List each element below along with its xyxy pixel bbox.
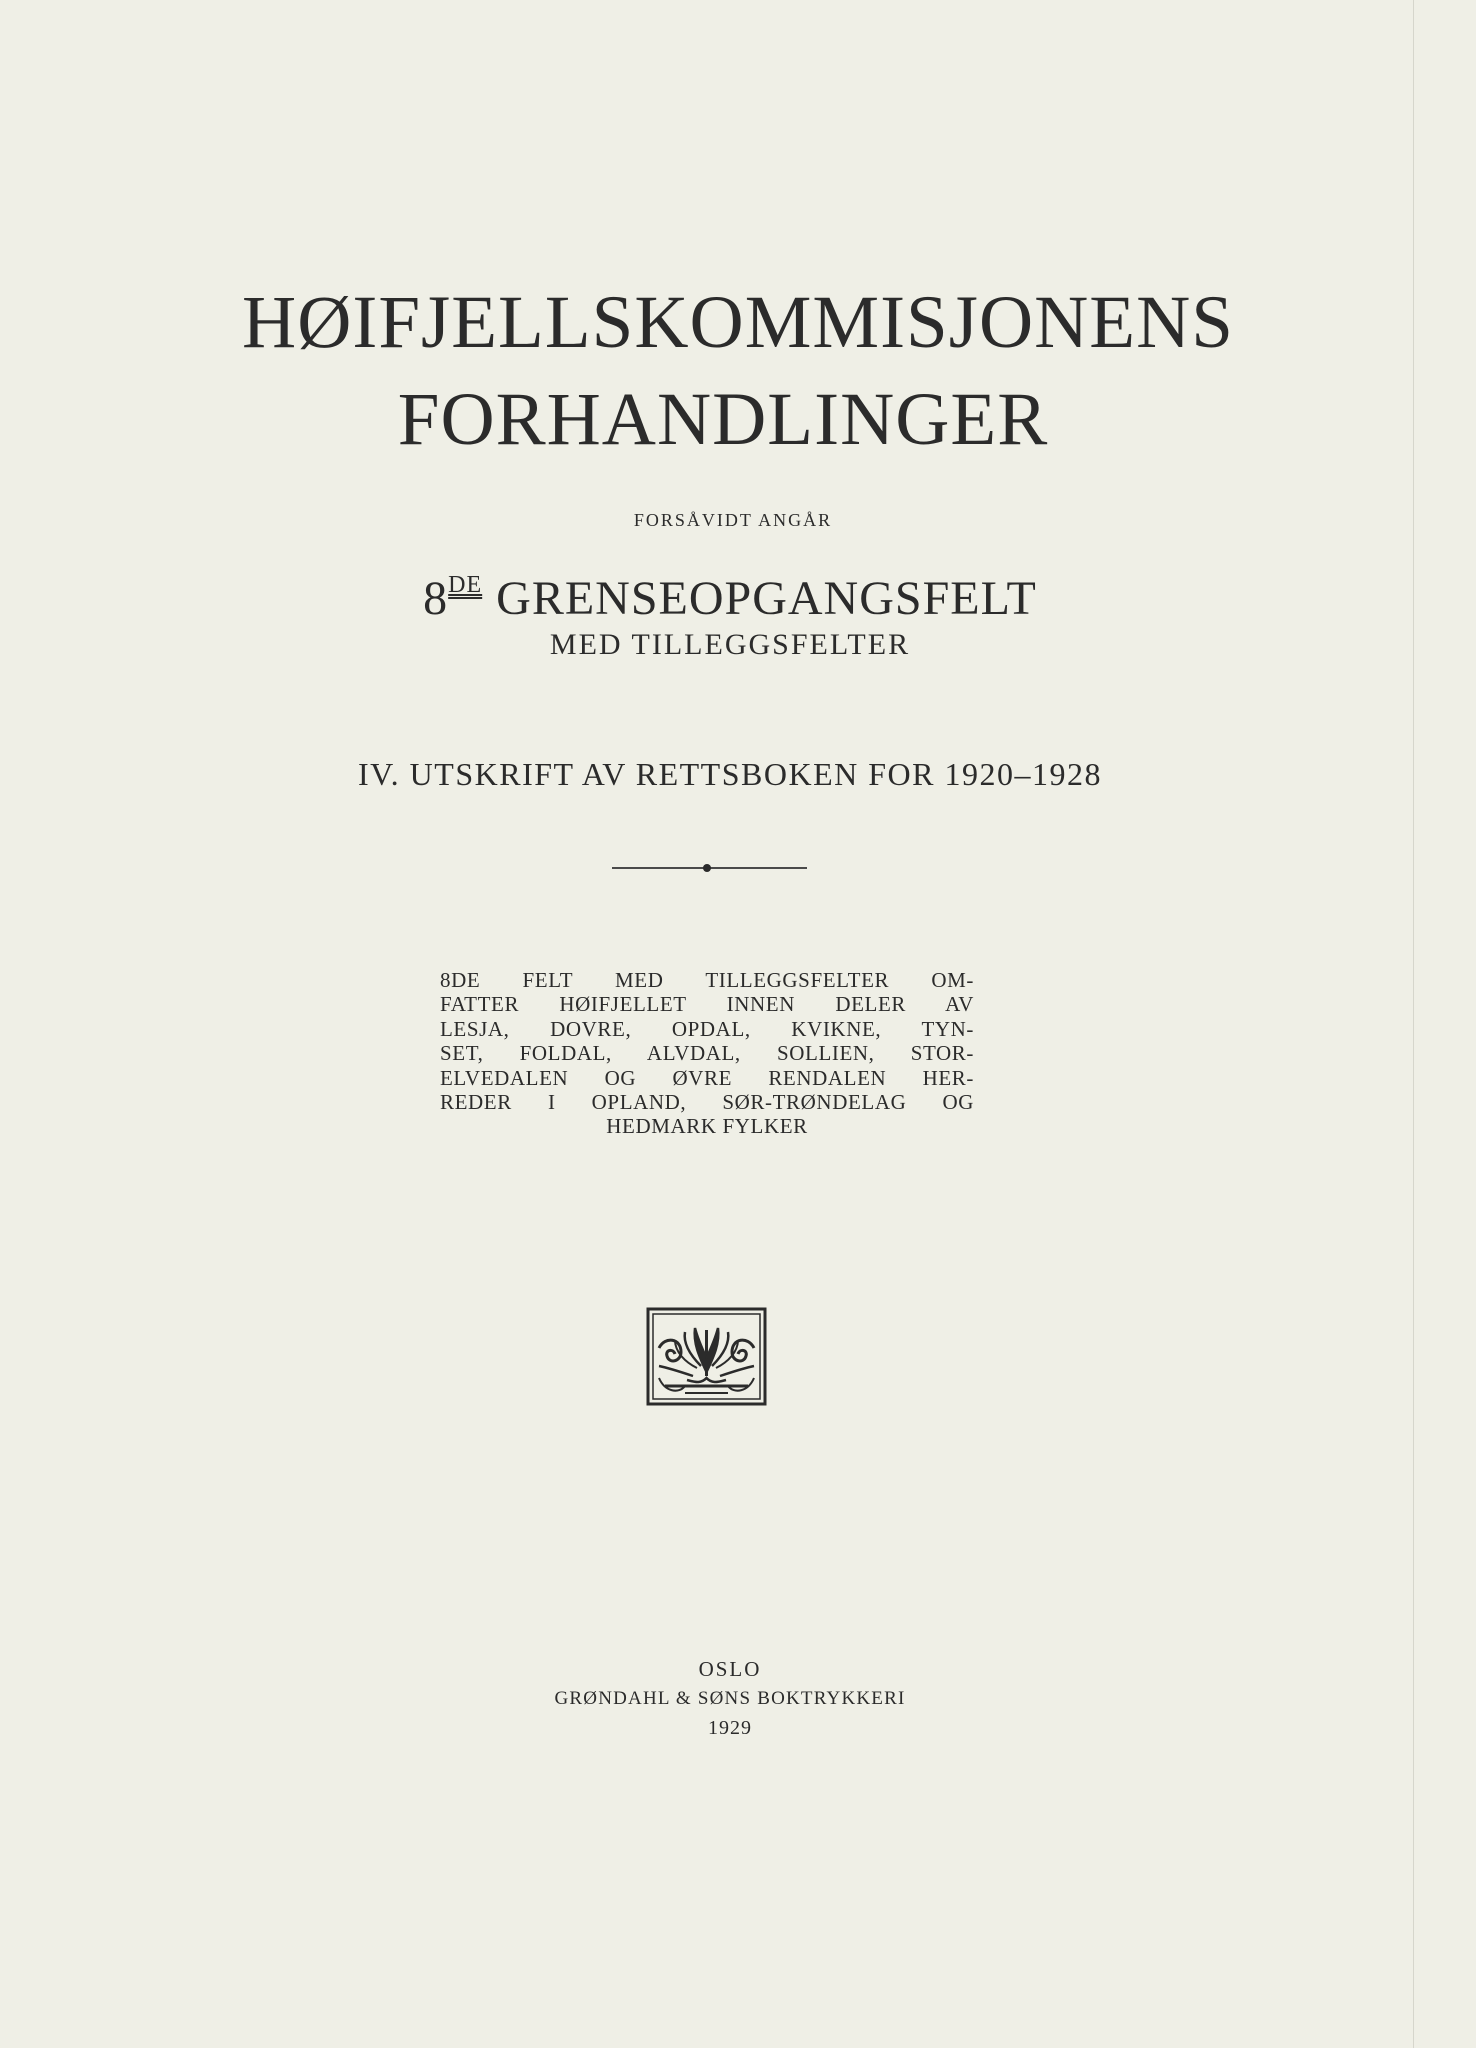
field-extra: MED TILLEGGSFELTER bbox=[549, 628, 911, 661]
printers-ornament-icon bbox=[645, 1306, 768, 1407]
field-suffix: DE bbox=[448, 572, 483, 598]
field-number: 8 bbox=[423, 572, 449, 625]
imprint-printer: GRØNDAHL & SØNS BOKTRYKKERI bbox=[554, 1688, 906, 1709]
imprint-city: OSLO bbox=[698, 1657, 762, 1681]
field-name: GRENSEOPGANGSFELT bbox=[496, 572, 1037, 625]
description-block bbox=[440, 968, 974, 1139]
description-line: ELVEDALEN OG ØVRE RENDALEN HER- bbox=[440, 1065, 974, 1090]
description-line: REDER I OPLAND, SØR-TRØNDELAG OG bbox=[440, 1090, 974, 1115]
description-line: SET, FOLDAL, ALVDAL, SOLLIEN, STOR- bbox=[440, 1041, 974, 1066]
main-title-line-2: FORHANDLINGER bbox=[397, 378, 1049, 461]
field-heading bbox=[0, 555, 1468, 629]
volume-title: IV. UTSKRIFT AV RETTSBOKEN FOR 1920–1928 bbox=[358, 756, 1102, 792]
imprint-year: 1929 bbox=[708, 1717, 752, 1739]
description-line: FATTER HØIFJELLET INNEN DELER AV bbox=[440, 992, 974, 1017]
subtitle: FORSÅVIDT ANGÅR bbox=[633, 510, 833, 530]
description-line: LESJA, DOVRE, OPDAL, KVIKNE, TYN- bbox=[440, 1016, 974, 1041]
description-line: 8DE FELT MED TILLEGGSFELTER OM- bbox=[440, 968, 974, 992]
description-line: HEDMARK FYLKER bbox=[606, 1114, 808, 1139]
main-title-line-1: HØIFJELLSKOMMISJONENS bbox=[242, 281, 1234, 364]
divider-dot bbox=[703, 864, 711, 872]
